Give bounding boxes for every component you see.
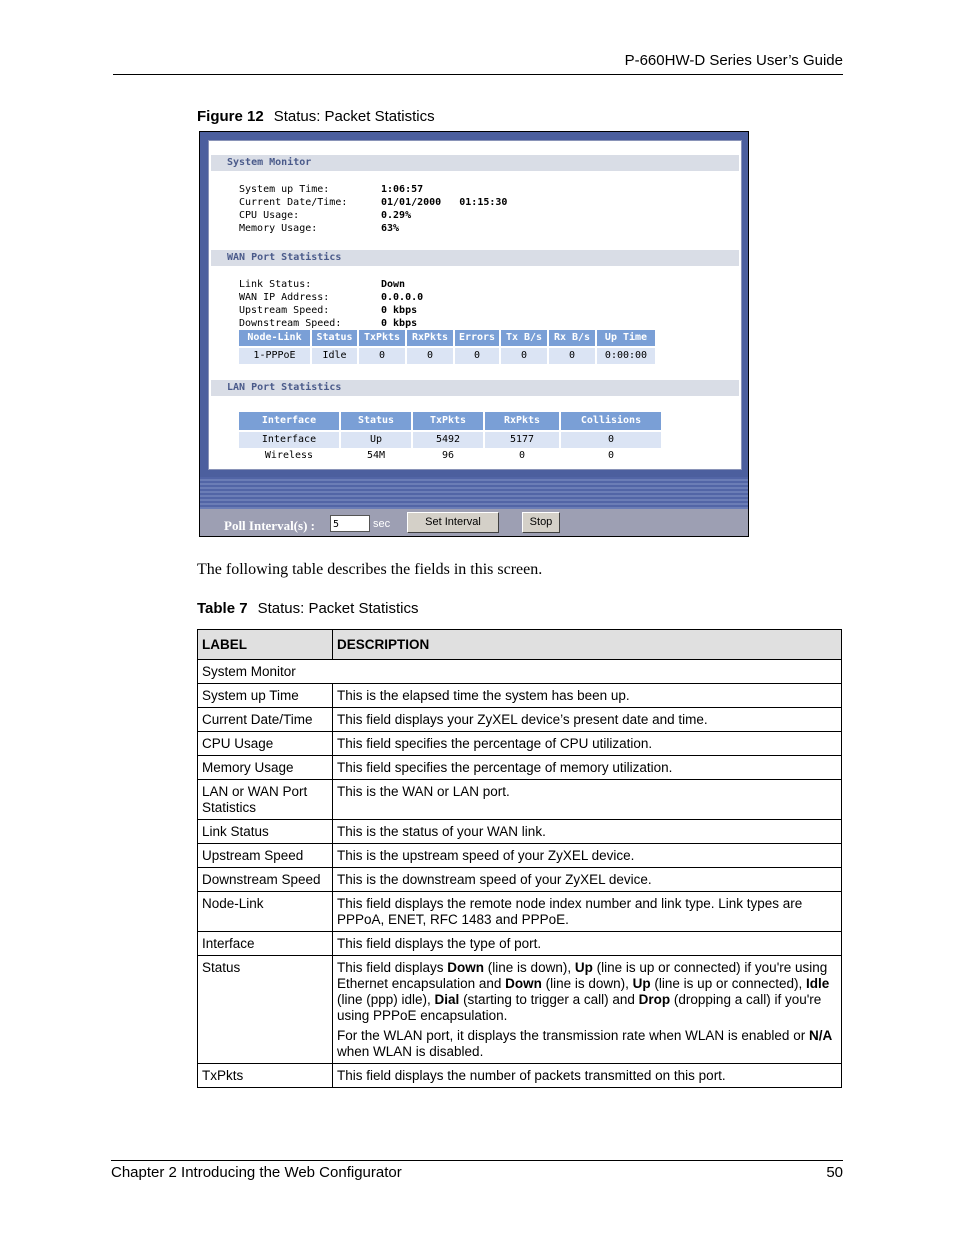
table-header-row [198, 630, 842, 660]
row-description: This field displays the number of packets transmitted on this port. [333, 1064, 842, 1088]
row-label: TxPkts [198, 1064, 333, 1088]
stat-value: 0 kbps [381, 318, 418, 329]
lan-table [239, 412, 663, 464]
lan-col-header: Status [341, 412, 411, 430]
status-keyword: Idle [806, 976, 830, 991]
set-interval-button[interactable]: Set Interval [407, 512, 499, 533]
stat-value: 01/01/2000 01:15:30 [381, 197, 508, 208]
row-description: This is the downstream speed of your ZyXEL device. [333, 868, 842, 892]
lan-cell: 5492 [413, 432, 483, 448]
stat-label: CPU Usage: [239, 210, 300, 221]
stat-value: 0 kbps [381, 305, 418, 316]
poll-interval-label: Poll Interval(s) : [224, 518, 315, 533]
lan-cell: 96 [441, 450, 455, 461]
table-row [198, 892, 842, 932]
guide-title: P-660HW-D Series User’s Guide [624, 52, 843, 69]
wan-cell: 0 [549, 348, 595, 364]
description-paragraph [337, 1028, 837, 1060]
table-row [198, 756, 842, 780]
system-monitor-heading: System Monitor [211, 155, 739, 171]
wan-col-header: Rx B/s [549, 330, 595, 346]
row-label: Interface [198, 932, 333, 956]
stat-label: Upstream Speed: [239, 305, 330, 316]
wan-table-row [239, 348, 657, 364]
row-label: Node-Link [198, 892, 333, 932]
wan-cell: 1-PPPoE [239, 348, 310, 364]
stat-value: 0.29% [381, 210, 412, 221]
table-row [198, 868, 842, 892]
lan-cell: Interface [239, 432, 339, 448]
stat-value: 63% [381, 223, 400, 234]
table-row [198, 732, 842, 756]
stat-label: Memory Usage: [239, 223, 318, 234]
wan-cell: Idle [312, 348, 357, 364]
system-monitor-values [239, 183, 639, 243]
table-row [198, 660, 842, 684]
wan-col-header: RxPkts [407, 330, 453, 346]
row-label: Memory Usage [198, 756, 333, 780]
wan-cell: 0:00:00 [597, 348, 655, 364]
table-row [198, 932, 842, 956]
row-label: System up Time [198, 684, 333, 708]
wan-cell: 0 [501, 348, 547, 364]
lan-col-header: Collisions [561, 412, 661, 430]
page-footer [111, 1160, 843, 1181]
table-row [198, 684, 842, 708]
lan-cell: Wireless [264, 450, 314, 461]
table-row [198, 820, 842, 844]
lan-col-header: TxPkts [413, 412, 483, 430]
label-header: LABEL [198, 630, 333, 660]
wan-col-header: Up Time [597, 330, 655, 346]
description-text: (line is up or connected) if you're using Ethernet encapsulation and [337, 960, 828, 991]
table-row [198, 844, 842, 868]
lan-col-header: Interface [239, 412, 339, 430]
description-text: (starting to trigger a call) and [459, 992, 639, 1007]
status-keyword: Up [574, 960, 593, 975]
wan-col-header: Tx B/s [501, 330, 547, 346]
description-paragraph [337, 960, 837, 1024]
wan-col-header: Errors [455, 330, 499, 346]
status-panel [208, 140, 742, 470]
lan-heading: LAN Port Statistics [211, 380, 739, 396]
figure-caption [197, 108, 435, 125]
row-label: Upstream Speed [198, 844, 333, 868]
poll-interval-input[interactable]: 5 [330, 515, 370, 532]
wan-col-header: TxPkts [359, 330, 405, 346]
wan-cell: 0 [359, 348, 405, 364]
row-label: Link Status [198, 820, 333, 844]
row-description: This is the elapsed time the system has been up. [333, 684, 842, 708]
wan-cell: 0 [455, 348, 499, 364]
lan-cell: 0 [518, 450, 526, 461]
row-description: This field specifies the percentage of memory utilization. [333, 756, 842, 780]
description-text: For the WLAN port, it displays the transmission rate when WLAN is enabled or [337, 1028, 809, 1043]
table-label: Table 7 [197, 600, 248, 617]
description-text: (line (ppp) idle), [337, 992, 435, 1007]
status-keyword: Down [505, 976, 542, 991]
status-keyword: Drop [638, 992, 671, 1007]
row-description: This field specifies the percentage of CPU utilization. [333, 732, 842, 756]
poll-unit: sec [373, 518, 391, 530]
table-row [198, 956, 842, 1064]
footer-stripes [200, 477, 748, 509]
table-row [198, 1064, 842, 1088]
lan-col-header: RxPkts [485, 412, 559, 430]
wan-heading: WAN Port Statistics [211, 250, 739, 266]
stat-label: Link Status: [239, 279, 312, 290]
row-description: This field displays the type of port. [333, 932, 842, 956]
lan-cell: 54M [366, 450, 386, 461]
table-title: Status: Packet Statistics [257, 600, 419, 617]
lan-table-header [239, 412, 663, 430]
row-label: CPU Usage [198, 732, 333, 756]
row-label: Current Date/Time [198, 708, 333, 732]
lan-cell: Up [341, 432, 411, 448]
wan-values [239, 278, 639, 334]
status-keyword: N/A [808, 1028, 833, 1043]
description-text: (line is up or connected), [650, 976, 807, 991]
status-keyword: Up [632, 976, 651, 991]
row-label: System Monitor [198, 660, 842, 684]
table-caption [197, 600, 418, 617]
stat-label: Downstream Speed: [239, 318, 342, 329]
row-description: This is the WAN or LAN port. [333, 780, 842, 820]
lan-cell: 0 [607, 450, 615, 461]
lan-cell: 0 [561, 432, 661, 448]
lan-table-row [239, 432, 663, 448]
lan-table-row [239, 448, 663, 464]
status-keyword: Dial [434, 992, 460, 1007]
figure-title: Status: Packet Statistics [273, 108, 435, 125]
row-description: This field displays your ZyXEL device’s present date and time. [333, 708, 842, 732]
row-description: This is the status of your WAN link. [333, 820, 842, 844]
stat-value: 0.0.0.0 [381, 292, 424, 303]
description-text: (line is down), [484, 960, 575, 975]
stat-label: Current Date/Time: [239, 197, 348, 208]
stat-label: WAN IP Address: [239, 292, 330, 303]
stop-button[interactable]: Stop [522, 512, 560, 533]
row-description: This is the upstream speed of your ZyXEL device. [333, 844, 842, 868]
row-description: This field displays the remote node index number and link type. Link types are PPPoA, ENET, RFC 1483 and PPPoE. [333, 892, 842, 932]
row-label: LAN or WAN Port Statistics [198, 780, 333, 820]
wan-table-header [239, 330, 657, 346]
lan-cell: 5177 [485, 432, 559, 448]
table-row [198, 780, 842, 820]
status-screenshot [199, 131, 749, 537]
description-text: This field displays [337, 960, 448, 975]
figure-label: Figure 12 [197, 108, 264, 125]
wan-cell: 0 [407, 348, 453, 364]
chapter-title: Chapter 2 Introducing the Web Configurator [111, 1164, 402, 1181]
table-row [198, 708, 842, 732]
description-text: when WLAN is disabled. [337, 1044, 484, 1059]
description-header: DESCRIPTION [333, 630, 842, 660]
wan-table [239, 330, 657, 364]
row-label: Status [198, 956, 333, 1064]
wan-col-header: Status [312, 330, 357, 346]
intro-paragraph: The following table describes the fields in this screen. [197, 561, 543, 578]
description-table [197, 629, 842, 1088]
row-description [333, 956, 842, 1064]
page-header [113, 52, 843, 75]
description-text: (line is down), [541, 976, 633, 991]
stat-value: 1:06:57 [381, 184, 424, 195]
stat-value: Down [381, 279, 406, 290]
status-keyword: Down [447, 960, 485, 975]
page-number: 50 [826, 1164, 843, 1181]
wan-col-header: Node-Link [239, 330, 310, 346]
description-text: (dropping a call) if you're using PPPoE encapsulation. [337, 992, 822, 1023]
row-label: Downstream Speed [198, 868, 333, 892]
stat-label: System up Time: [239, 184, 330, 195]
